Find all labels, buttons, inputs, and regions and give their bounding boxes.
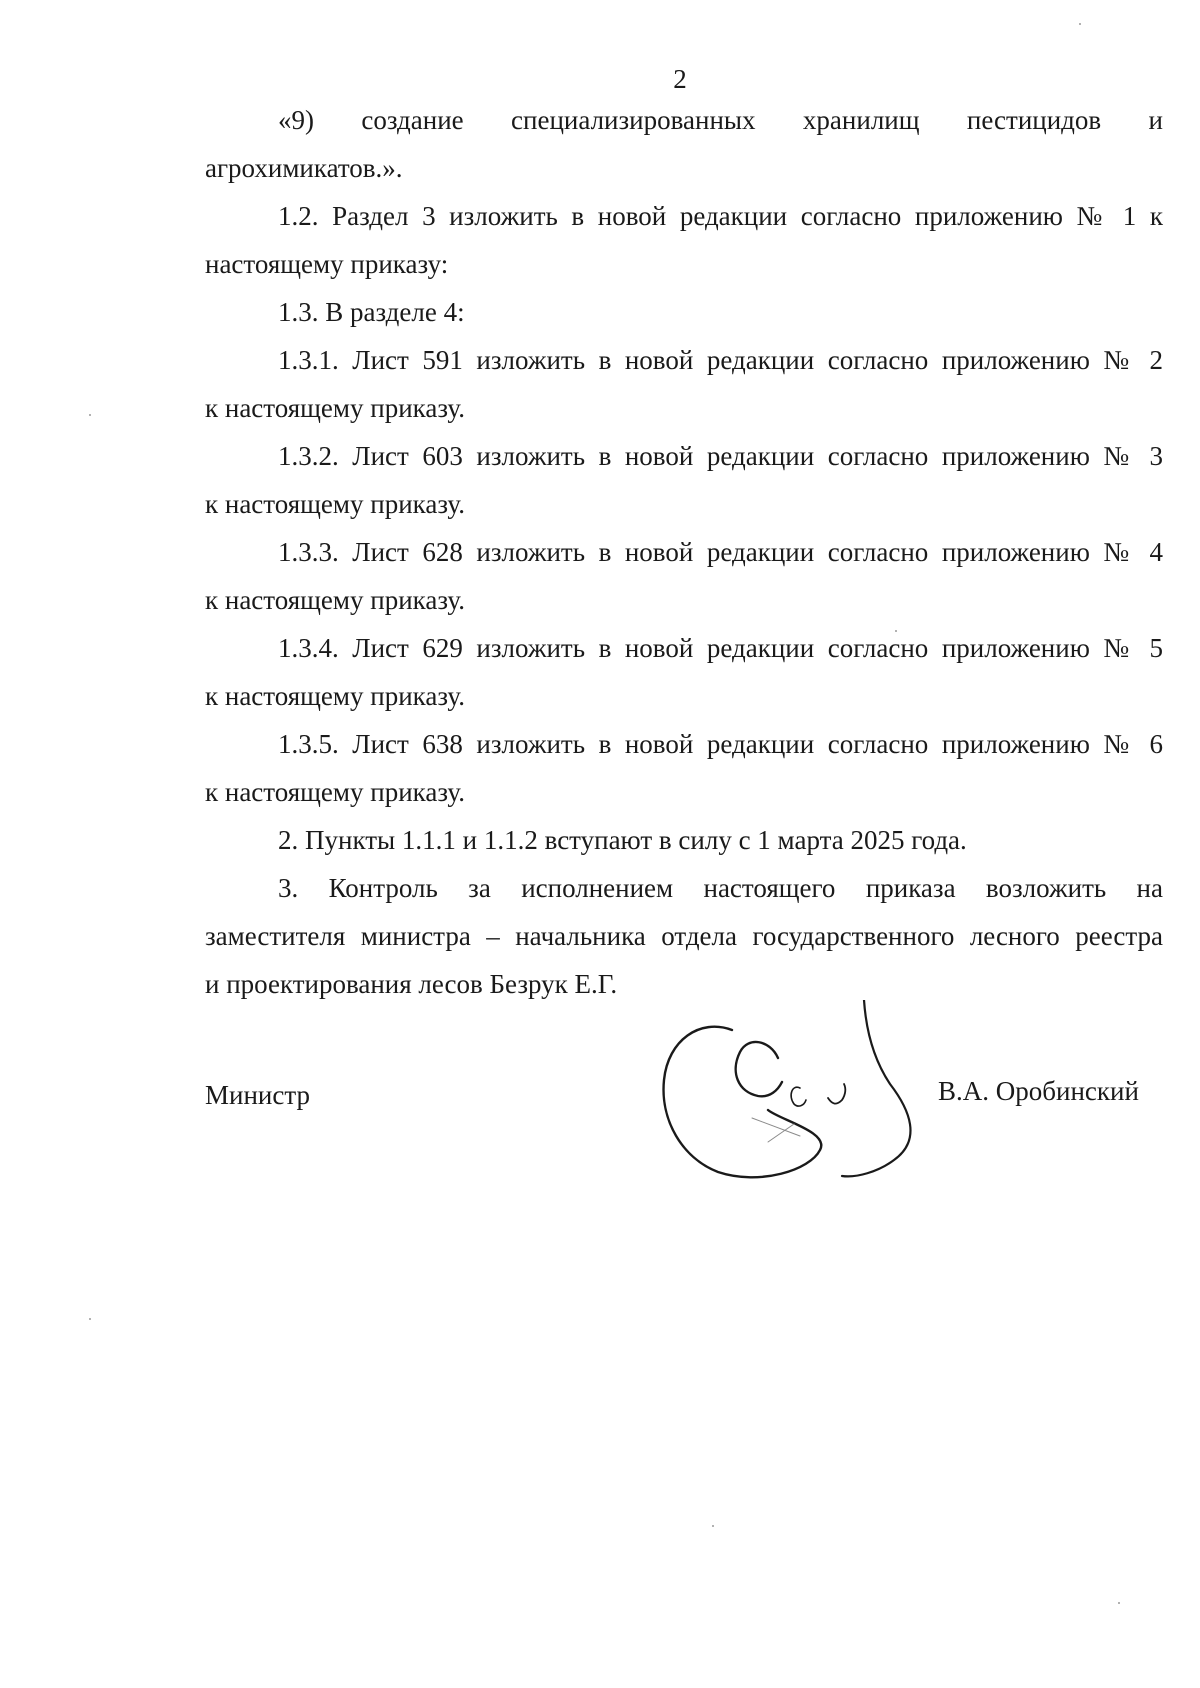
document-body [205, 96, 1163, 1008]
scan-speck [712, 1525, 714, 1527]
paragraph-line: и проектирования лесов Безрук Е.Г. [205, 969, 618, 999]
paragraph-line: заместителя министра – начальника отдела государственного лесного реестра [205, 921, 1163, 951]
paragraph-line: 1.3. В разделе 4: [278, 297, 465, 327]
handwritten-signature-icon [660, 1000, 940, 1185]
paragraph-line: к настоящему приказу. [205, 585, 465, 615]
paragraph-1-3-1 [205, 336, 1163, 432]
paragraph-line: к настоящему приказу. [205, 393, 465, 423]
scan-speck [895, 630, 897, 632]
paragraph-line: к настоящему приказу. [205, 681, 465, 711]
paragraph-1-3-4 [205, 624, 1163, 720]
paragraph-line: 1.2. Раздел 3 изложить в новой редакции согласно приложению № 1 к [278, 201, 1163, 231]
paragraph-line: к настоящему приказу. [205, 777, 465, 807]
paragraph-line: «9) создание специализированных хранилищ пестицидов и [278, 105, 1163, 135]
paragraph-line: 2. Пункты 1.1.1 и 1.1.2 вступают в силу с 1 марта 2025 года. [278, 825, 967, 855]
page-number: 2 [673, 64, 687, 94]
paragraph-line: 1.3.2. Лист 603 изложить в новой редакции согласно приложению № 3 [278, 441, 1163, 471]
paragraph-1-3-2 [205, 432, 1163, 528]
paragraph-line: 1.3.3. Лист 628 изложить в новой редакции согласно приложению № 4 [278, 537, 1163, 567]
paragraph-1-3-3 [205, 528, 1163, 624]
paragraph-1-3-5 [205, 720, 1163, 816]
signatory-position: Министр [205, 1080, 310, 1110]
scan-speck [89, 1318, 91, 1320]
scan-speck [1079, 23, 1081, 25]
paragraph-line: настоящему приказу: [205, 249, 449, 279]
signature-block [0, 1000, 1200, 1200]
signatory-name: В.А. Оробинский [938, 1076, 1139, 1106]
paragraph-line: к настоящему приказу. [205, 489, 465, 519]
scan-speck [89, 414, 91, 416]
paragraph-line: 1.3.5. Лист 638 изложить в новой редакции согласно приложению № 6 [278, 729, 1163, 759]
paragraph-line: 3. Контроль за исполнением настоящего приказа возложить на [278, 873, 1163, 903]
paragraph-line: агрохимикатов.». [205, 153, 403, 183]
paragraph-line: 1.3.4. Лист 629 изложить в новой редакции согласно приложению № 5 [278, 633, 1163, 663]
paragraph-3 [205, 864, 1163, 1008]
paragraph-2 [205, 816, 1163, 864]
paragraph-line: 1.3.1. Лист 591 изложить в новой редакции согласно приложению № 2 [278, 345, 1163, 375]
paragraph-1-3 [205, 288, 1163, 336]
paragraph-9 [205, 96, 1163, 192]
paragraph-1-2 [205, 192, 1163, 288]
scan-speck [1118, 1602, 1120, 1604]
